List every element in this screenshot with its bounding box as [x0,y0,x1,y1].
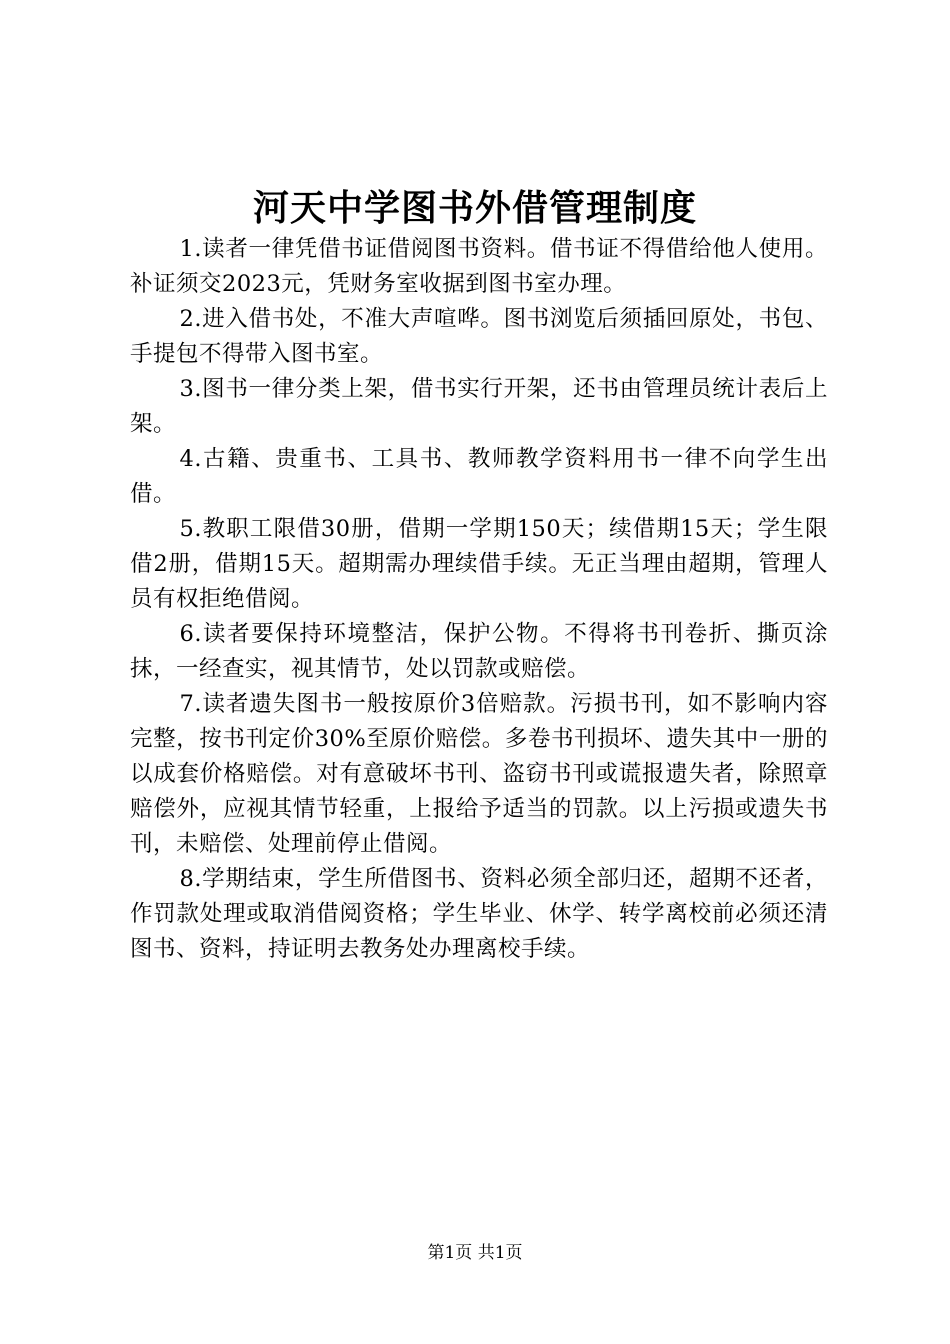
rule-paragraph-6: 6.读者要保持环境整洁，保护公物。不得将书刊卷折、撕页涂抹，一经查实，视其情节，处以罚款或赔偿。 [130,621,828,682]
rule-paragraph-8: 8.学期结束，学生所借图书、资料必须全部归还，超期不还者，作罚款处理或取消借阅资格；学生毕业、休学、转学离校前必须还清图书、资料，持证明去教务处办理离校手续。 [130,866,828,962]
document-title: 河天中学图书外借管理制度 [252,187,697,229]
page-number-footer: 第1页 共1页 [427,1243,523,1263]
rule-paragraph-5: 5.教职工限借30册，借期一学期150天；续借期15天；学生限借2册，借期15天。超期需办理续借手续。无正当理由超期，管理人员有权拒绝借阅。 [130,516,828,612]
rule-paragraph-2: 2.进入借书处，不准大声喧哗。图书浏览后须插回原处，书包、手提包不得带入图书室。 [130,306,828,367]
rule-paragraph-3: 3.图书一律分类上架，借书实行开架，还书由管理员统计表后上架。 [130,376,828,437]
rule-paragraph-1: 1.读者一律凭借书证借阅图书资料。借书证不得借给他人使用。补证须交2023元，凭财务室收据到图书室办理。 [130,236,828,297]
rule-paragraph-4: 4.古籍、贵重书、工具书、教师教学资料用书一律不向学生出借。 [130,446,828,507]
rule-paragraph-7: 7.读者遗失图书一般按原价3倍赔款。污损书刊，如不影响内容完整，按书刊定价30%至原价赔偿。多卷书刊损坏、遗失其中一册的以成套价格赔偿。对有意破坏书刊、盗窃书刊或谎报遗失者，除照章赔偿外，应视其情节轻重，上报给予适当的罚款。以上污损或遗失书刊，未赔偿、处理前停止借阅。 [130,691,828,857]
document-body [130,232,828,967]
